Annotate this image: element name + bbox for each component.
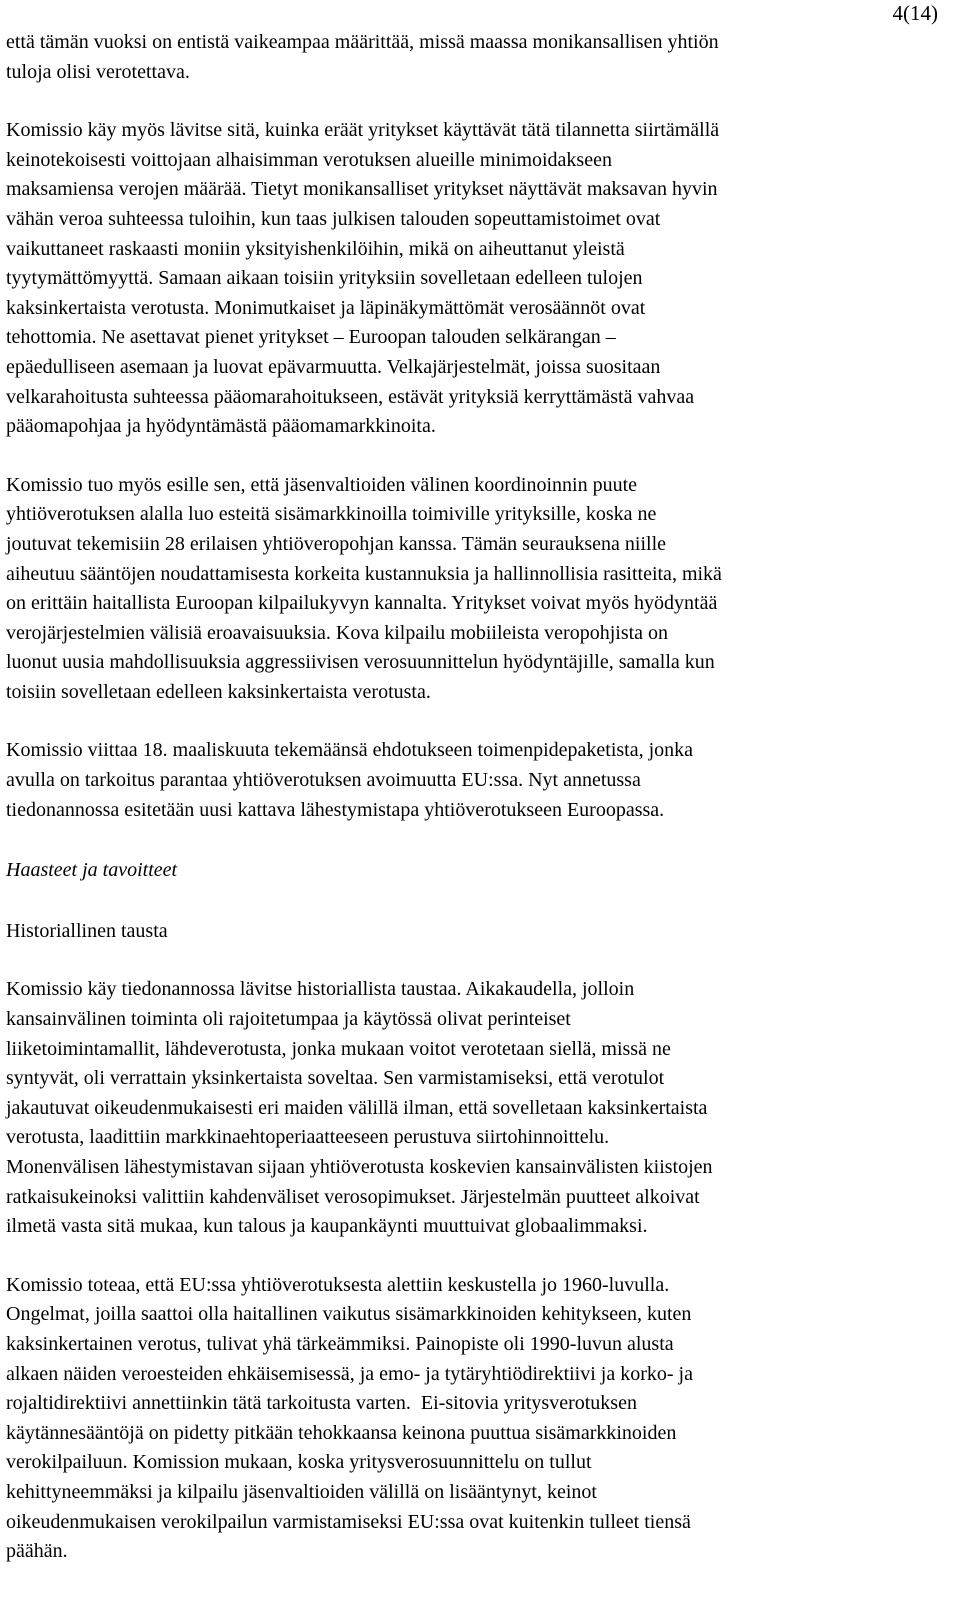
section-subheading: Historiallinen tausta <box>6 919 168 942</box>
paragraph-historical-background: Komissio käy tiedonannossa lävitse historiallista taustaa. Aikakaudella, jolloin kansainvälinen toiminta oli rajoitetumpaa ja käytössä olivat perinteiset liiketoimintamallit, lähdeverotusta, jonka mukaan voitot verotetaan siellä, missä ne syntyvät, oli verrattain yksinkertaista soveltaa. Sen varmistamiseksi, että verotulot jakautuvat oikeudenmukaisesti eri maiden välillä ilman, että sovelletaan kaksinkertaista verotusta, laadittiin markkinaehtoperiaatteeseen perustuva siirtohinnoittelu. Monenvälisen lähestymistavan sijaan yhtiöverotusta koskevien kansainvälisten kiistojen ratkaisukeinoksi valittiin kahdenväliset verosopimukset. Järjestelmän puutteet alkoivat ilmetä vasta sitä mukaa, kun talous ja kaupankäynti muuttuivat globaalimmaksi. <box>6 978 713 1238</box>
paragraph-transparency-package: Komissio viittaa 18. maaliskuuta tekemäänsä ehdotukseen toimenpidepaketista, jonka avulla on tarkoitus parantaa yhtiöverotuksen avoimuutta EU:ssa. Nyt annetussa tiedonannossa esitetään uusi kattava lähestymistapa yhtiöverotukseen Euroopassa. <box>6 739 694 821</box>
paragraph-eu-history: Komissio toteaa, että EU:ssa yhtiöverotuksesta alettiin keskustella jo 1960-luvulla. Ongelmat, joilla saattoi olla haitallinen vaikutus sisämarkkinoiden kehitykseen, kuten kaksinkertainen verotus, tulivat yhä tärkeämmiksi. Painopiste oli 1990-luvun alusta alkaen näiden veroesteiden ehkäisemisessä, ja emo- ja tytäryhtiödirektiivi ja korko- ja rojaltidirektiivi annettiinkin tätä tarkoitusta varten. Ei-sitovia yritysverotuksen käytännesääntöjä on pidetty pitkään tehokkaansa keinona puuttua sisämarkkinoiden verokilpailuun. Komission mukaan, koska yritysverosuunnittelu on tullut kehittyneemmäksi ja kilpailu jäsenvaltioiden välillä on lisääntynyt, keinot oikeudenmukaisen verokilpailun varmistamiseksi EU:ssa ovat kuitenkin tulleet tiensä päähän. <box>6 1273 693 1563</box>
section-heading: Haasteet ja tavoitteet <box>6 859 178 882</box>
paragraph-profit-shifting: Komissio käy myös lävitse sitä, kuinka eräät yritykset käyttävät tätä tilannetta siirtämällä keinotekoisesti voittojaan alhaisimman verotuksen alueille minimoidakseen maksamiensa verojen määrää. Tietyt monikansalliset yritykset näyttävät maksavan hyvin vähän veroa suhteessa tuloihin, kun taas julkisen talouden sopeuttamistoimet ovat vaikuttaneet raskaasti moniin yksityishenkilöihin, mikä on aiheuttanut yleistä tyytymättömyyttä. Samaan aikaan toisiin yrityksiin sovelletaan edelleen tulojen kaksinkertaista verotusta. Monimutkaiset ja läpinäkymättömät verosäännöt ovat tehottomia. Ne asettavat pienet yritykset – Euroopan talouden selkärangan – epäedulliseen asemaan ja luovat epävarmuutta. Velkajärjestelmät, joissa suositaan velkarahoitusta suhteessa pääomarahoitukseen, estävät yrityksiä kerryttämästä vahvaa pääomapohjaa ja hyödyntämästä pääomamarkkinoita. <box>6 119 720 438</box>
paragraph-coordination: Komissio tuo myös esille sen, että jäsenvaltioiden välinen koordinoinnin puute yhtiöverotuksen alalla luo esteitä sisämarkkinoilla toimiville yrityksille, koska ne joutuvat tekemisiin 28 erilaisen yhtiöveropohjan kanssa. Tämän seurauksena niille aiheutuu sääntöjen noudattamisesta korkeita kustannuksia ja hallinnollisia rasitteita, mikä on erittäin haitallista Euroopan kilpailukyvyn kannalta. Yritykset voivat myös hyödyntää verojärjestelmien välisiä eroavaisuuksia. Kova kilpailu mobiileista veropohjista on luonut uusia mahdollisuuksia aggressiivisen verosuunnittelun hyödyntäjille, samalla kun toisiin sovelletaan edelleen kaksinkertaista verotusta. <box>6 473 722 703</box>
paragraph-continuation: että tämän vuoksi on entistä vaikeampaa määrittää, missä maassa monikansallisen yhtiön tuloja olisi verotettava. <box>6 31 719 83</box>
document-body <box>6 28 946 1567</box>
page-number: 4(14) <box>892 1 938 25</box>
